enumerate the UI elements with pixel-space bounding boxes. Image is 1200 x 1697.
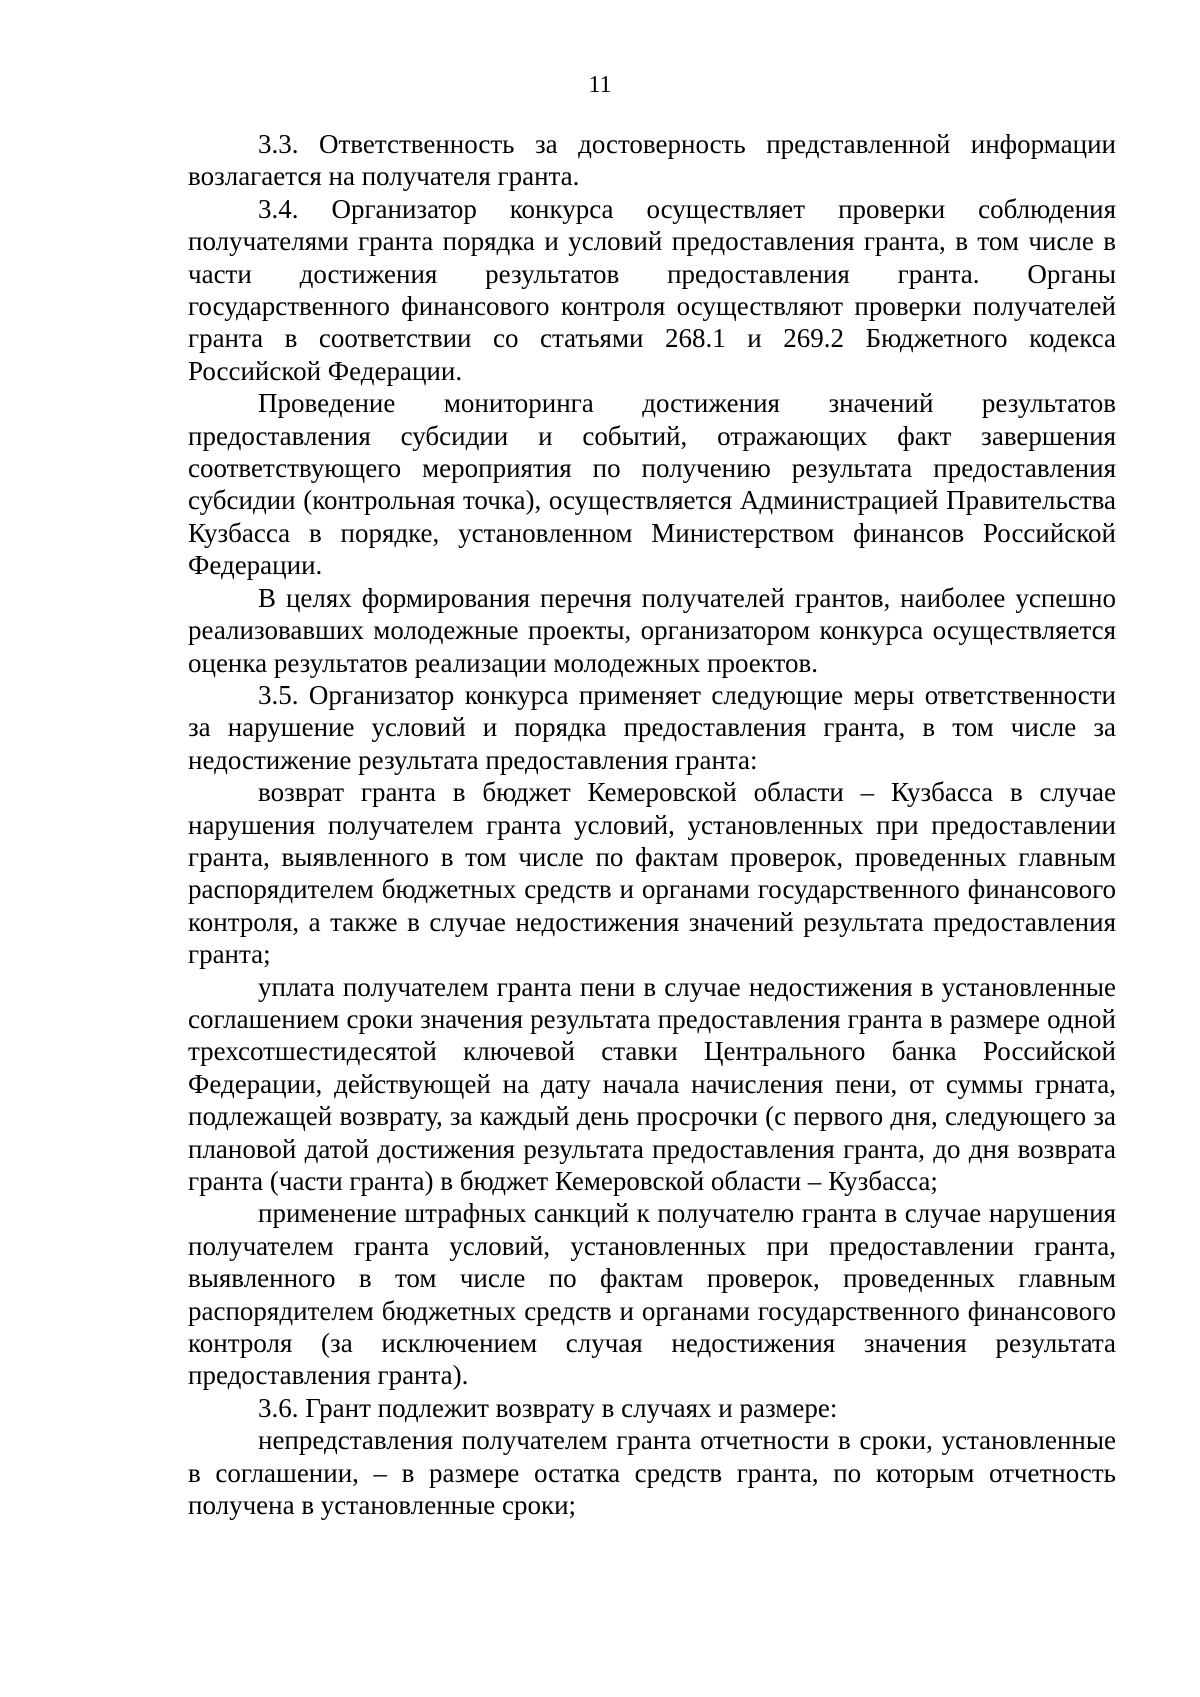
paragraph-3-6: 3.6. Грант подлежит возврату в случаях и размере: xyxy=(258,1392,838,1423)
paragraph-monitoring: Проведение мониторинга достижения значений результатов предоставления субсидии и событий, отражающих факт завершения соответствующего мероприятия по получению результата предоставления субсидии (контрольная точка), осуществляется Администрацией Правительства Кузбасса в порядке, установленном Министерством финансов Российской Федерации. xyxy=(188,388,1116,581)
page-number: 11 xyxy=(588,72,612,98)
paragraph-3-5: 3.5. Организатор конкурса применяет следующие меры ответственности за нарушение условий и порядка предоставления гранта, в том числе за недостижение результата предоставления гранта: xyxy=(188,679,1116,775)
paragraph-non-reporting: непредставления получателем гранта отчетности в сроки, установленные в соглашении, – в размере остатка средств гранта, по которым отчетность получена в установленные сроки; xyxy=(188,1425,1116,1521)
document-body xyxy=(188,128,1116,1521)
paragraph-fine-sanctions: применение штрафных санкций к получателю гранта в случае нарушения получателем гранта условий, установленных при предоставлении гранта, выявленного в том числе по фактам проверок, проведенных главным распорядителем бюджетных средств и органами государственного финансового контроля (за исключением случая недостижения значения результата предоставления гранта). xyxy=(188,1198,1116,1391)
paragraph-grant-return: возврат гранта в бюджет Кемеровской области – Кузбасса в случае нарушения получателем гранта условий, установленных при предоставлении гранта, выявленного в том числе по фактам проверок, проведенных главным распорядителем бюджетных средств и органами государственного финансового контроля, а также в случае недостижения значений результата предоставления гранта; xyxy=(188,777,1116,970)
paragraph-3-3: 3.3. Ответственность за достоверность представленной информации возлагается на получателя гранта. xyxy=(188,129,1116,192)
paragraph-evaluation: В целях формирования перечня получателей грантов, наиболее успешно реализовавших молодежные проекты, организатором конкурса осуществляется оценка результатов реализации молодежных проектов. xyxy=(188,582,1116,678)
paragraph-penalty-payment: уплата получателем гранта пени в случае недостижения в установленные соглашением сроки значения результата предоставления гранта в размере одной трехсотшестидесятой ключевой ставки Центрального банка Российской Федерации, действующей на дату начала начисления пени, от суммы грната, подлежащей возврату, за каждый день просрочки (с первого дня, следующего за плановой датой достижения результата предоставления гранта, до дня возврата гранта (части гранта) в бюджет Кемеровской области – Кузбасса; xyxy=(188,971,1116,1196)
paragraph-3-4: 3.4. Организатор конкурса осуществляет проверки соблюдения получателями гранта порядка и условий предоставления гранта, в том числе в части достижения результатов предоставления гранта. Органы государственного финансового контроля осуществляют проверки получателей гранта в соответствии со статьями 268.1 и 269.2 Бюджетного кодекса Российской Федерации. xyxy=(188,193,1116,386)
